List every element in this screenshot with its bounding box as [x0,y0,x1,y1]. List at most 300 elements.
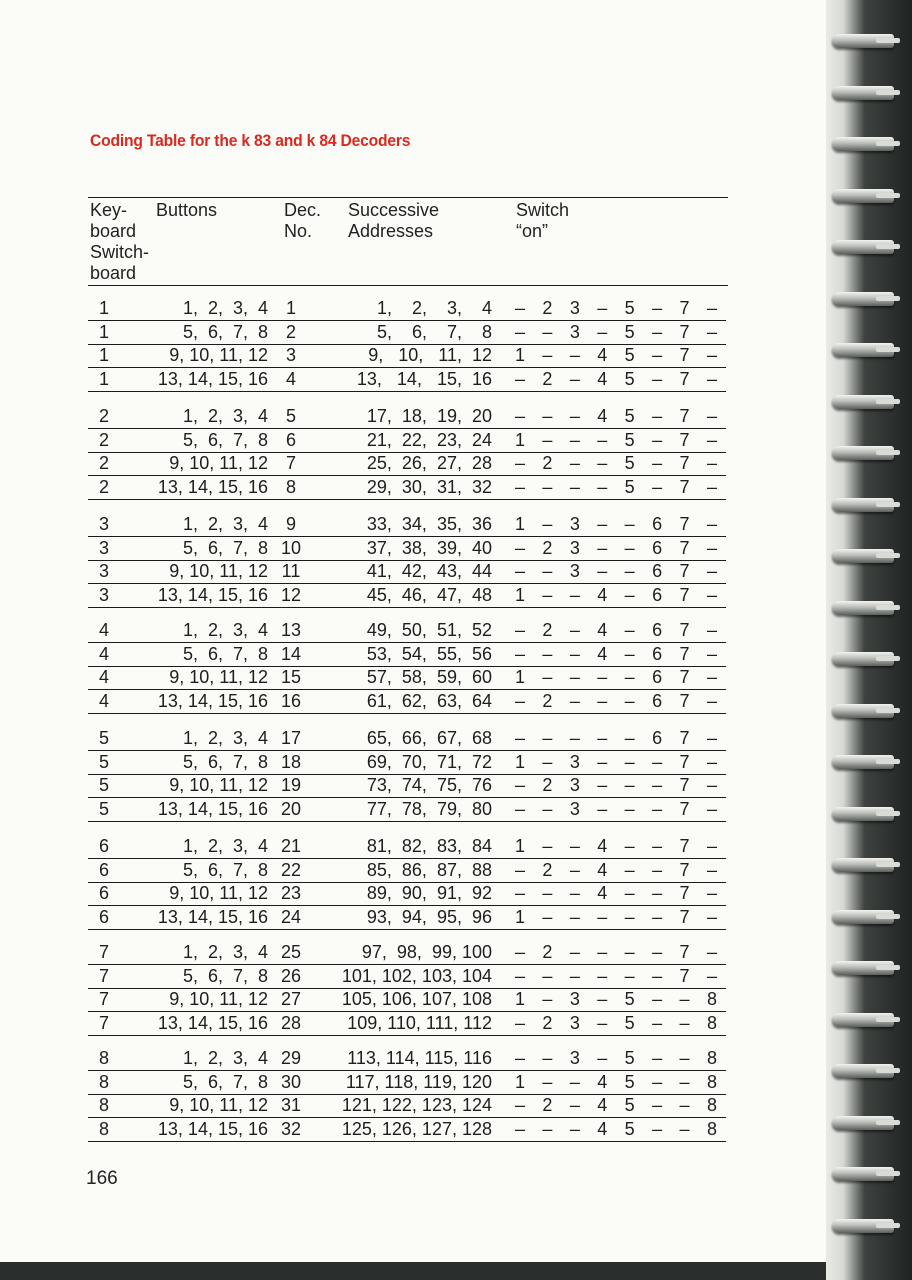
switch-position: – [652,1048,663,1068]
switch-position: 6 [652,561,663,582]
addresses-cell: 13, 14, 15, 16 [356,368,492,389]
switch-position: – [542,836,553,856]
decoder-number-cell: 9 [285,514,296,534]
switch-position: – [679,1012,690,1033]
switch-position: – [652,1118,663,1139]
switch-position: 7 [679,965,690,986]
addresses-cell: 117, 118, 119, 120 [345,1071,492,1092]
switch-position: 2 [542,1095,553,1116]
switch-position: – [706,775,717,796]
switch-position: – [706,584,717,605]
switch-position: 7 [679,620,690,640]
table-row [88,559,726,584]
switch-position: – [569,942,580,962]
switch-cell [510,967,722,985]
switch-position: – [597,728,608,748]
switch-position: – [652,368,663,389]
decoder-number-cell: 4 [285,368,296,389]
buttons-cell: 1, 2, 3, 4 [182,836,268,856]
switch-cell [510,1049,722,1067]
switch-position: 7 [679,368,690,389]
switch-position: – [706,453,717,474]
buttons-cell: 1, 2, 3, 4 [182,1048,268,1068]
switch-position: – [652,345,663,366]
keyboard-cell: 4 [98,667,109,688]
decoder-number-cell: 15 [280,667,302,688]
addresses-cell: 45, 46, 47, 48 [366,584,492,605]
addresses-cell: 65, 66, 67, 68 [366,728,492,748]
switch-position: – [569,643,580,664]
switch-cell [510,478,722,496]
switch-position: – [597,476,608,497]
switch-cell [510,407,722,425]
keyboard-cell: 2 [98,476,109,497]
switch-position: – [706,690,717,711]
switch-position: 2 [542,775,553,796]
switch-position: – [597,989,608,1010]
switch-position: – [706,942,717,962]
switch-position: – [514,798,525,819]
switch-position: 8 [706,1095,717,1116]
table-row [88,773,726,798]
switch-position: – [514,965,525,986]
table-row [88,404,726,429]
page-number: 166 [86,1168,118,1189]
table-row [88,475,726,500]
buttons-cell: 1, 2, 3, 4 [182,942,268,962]
switch-position: – [597,537,608,558]
keyboard-cell: 3 [98,537,109,558]
table-row [88,451,726,476]
buttons-cell: 9, 10, 11, 12 [169,775,268,796]
table-row [88,1093,726,1118]
table-row [88,964,726,989]
addresses-cell: 57, 58, 59, 60 [366,667,492,688]
switch-position: – [514,453,525,474]
switch-position: – [597,965,608,986]
switch-position: – [597,514,608,534]
binding-ring [832,498,894,512]
switch-position: 2 [542,620,553,640]
switch-position: 7 [679,728,690,748]
table-row [88,583,726,608]
switch-cell [510,346,722,364]
switch-position: – [542,965,553,986]
buttons-cell: 13, 14, 15, 16 [157,584,268,605]
switch-position: 8 [706,1071,717,1092]
addresses-cell: 125, 126, 127, 128 [341,1118,492,1139]
switch-position: 6 [652,584,663,605]
table-row [88,320,726,345]
switch-position: – [514,561,525,582]
switch-position: – [652,883,663,904]
buttons-cell: 5, 6, 7, 8 [182,429,268,450]
switch-position: – [624,643,635,664]
switch-position: 6 [652,537,663,558]
switch-position: 2 [542,859,553,880]
header-dec-no: Dec. No. [284,200,322,241]
switch-position: – [597,1048,608,1068]
switch-position: – [679,1118,690,1139]
page-title: Coding Table for the k 83 and k 84 Decoders [90,131,411,150]
switch-position: – [706,965,717,986]
decoder-number-cell: 27 [280,989,302,1010]
switch-position: – [706,321,717,342]
switch-cell [510,1120,722,1138]
binding-ring [832,292,894,306]
switch-position: – [624,561,635,582]
switch-position: 5 [624,368,635,389]
switch-position: – [569,906,580,927]
header-buttons: Buttons [156,200,218,220]
binding-ring [832,858,894,872]
addresses-cell: 21, 22, 23, 24 [366,429,492,450]
switch-position: – [542,476,553,497]
switch-position: – [569,728,580,748]
switch-position: 5 [624,476,635,497]
binding-ring [832,755,894,769]
switch-position: – [542,883,553,904]
switch-position: – [652,836,663,856]
switch-position: – [652,321,663,342]
table-row [88,858,726,883]
switch-position: – [514,476,525,497]
switch-position: – [597,942,608,962]
decoder-number-cell: 6 [285,429,296,450]
switch-position: – [624,690,635,711]
buttons-cell: 1, 2, 3, 4 [182,406,268,426]
switch-position: – [542,989,553,1010]
buttons-cell: 9, 10, 11, 12 [169,345,268,366]
switch-cell [510,539,722,557]
switch-position: 6 [652,643,663,664]
switch-cell [510,370,722,388]
switch-position: 4 [597,859,608,880]
addresses-cell: 89, 90, 91, 92 [366,883,492,904]
switch-position: – [542,561,553,582]
binding-ring [832,240,894,254]
switch-position: 6 [652,514,663,534]
header-addresses: Successive Addresses [348,200,440,241]
decoder-number-cell: 10 [280,537,302,558]
switch-position: – [652,942,663,962]
switch-position: – [652,798,663,819]
switch-position: 1 [514,989,525,1010]
switch-position: – [624,584,635,605]
keyboard-cell: 8 [98,1048,109,1068]
switch-position: – [597,690,608,711]
switch-position: – [706,368,717,389]
switch-position: – [624,728,635,748]
switch-position: 7 [679,476,690,497]
switch-position: – [706,561,717,582]
switch-position: 7 [679,751,690,772]
switch-cell [510,800,722,818]
buttons-cell: 5, 6, 7, 8 [182,965,268,986]
decoder-number-cell: 13 [280,620,302,640]
switch-position: 7 [679,345,690,366]
addresses-cell: 61, 62, 63, 64 [366,690,492,711]
switch-cell [510,729,722,747]
switch-position: – [542,514,553,534]
switch-position: 1 [514,345,525,366]
addresses-cell: 85, 86, 87, 88 [366,859,492,880]
switch-cell [510,562,722,580]
switch-cell [510,323,722,341]
addresses-cell: 113, 114, 115, 116 [347,1048,492,1068]
decoder-number-cell: 23 [280,883,302,904]
keyboard-cell: 1 [98,368,109,389]
decoder-number-cell: 30 [280,1071,302,1092]
switch-position: – [706,476,717,497]
switch-cell [510,586,722,604]
addresses-cell: 97, 98, 99, 100 [361,942,492,962]
switch-position: 7 [679,643,690,664]
switch-position: – [569,620,580,640]
binding-ring [832,549,894,563]
switch-position: – [514,728,525,748]
switch-position: 1 [514,751,525,772]
addresses-cell: 41, 42, 43, 44 [366,561,492,582]
switch-position: 7 [679,584,690,605]
switch-position: 7 [679,942,690,962]
binding-ring [832,1116,894,1130]
decoder-number-cell: 29 [280,1048,302,1068]
switch-position: – [514,620,525,640]
switch-position: 2 [542,1012,553,1033]
switch-position: 3 [569,1012,580,1033]
buttons-cell: 5, 6, 7, 8 [182,1071,268,1092]
decoder-number-cell: 5 [285,406,296,426]
switch-position: – [569,667,580,688]
table-row [88,343,726,368]
keyboard-cell: 7 [98,942,109,962]
switch-position: 5 [624,429,635,450]
buttons-cell: 5, 6, 7, 8 [182,643,268,664]
switch-position: – [679,1095,690,1116]
switch-position: – [652,429,663,450]
switch-cell [510,837,722,855]
switch-position: – [542,643,553,664]
table-row [88,536,726,561]
switch-position: – [706,859,717,880]
switch-position: 3 [569,298,580,318]
switch-position: 3 [569,775,580,796]
switch-position: – [542,406,553,426]
switch-position: – [542,1048,553,1068]
switch-position: 5 [624,1071,635,1092]
switch-position: 8 [706,989,717,1010]
table-row [88,296,726,321]
switch-position: 1 [514,906,525,927]
addresses-cell: 109, 110, 111, 112 [347,1012,492,1033]
switch-position: 7 [679,859,690,880]
decoder-number-cell: 2 [285,321,296,342]
switch-position: 2 [542,453,553,474]
switch-position: – [679,1048,690,1068]
switch-position: – [514,1048,525,1068]
switch-position: – [597,429,608,450]
buttons-cell: 13, 14, 15, 16 [157,476,268,497]
switch-position: 7 [679,298,690,318]
switch-position: – [652,965,663,986]
buttons-cell: 9, 10, 11, 12 [169,561,268,582]
switch-position: – [542,751,553,772]
switch-position: – [569,836,580,856]
switch-position: – [706,728,717,748]
addresses-cell: 5, 6, 7, 8 [376,321,492,342]
buttons-cell: 9, 10, 11, 12 [169,1095,268,1116]
switch-position: – [514,1095,525,1116]
buttons-cell: 13, 14, 15, 16 [157,690,268,711]
addresses-cell: 73, 74, 75, 76 [366,775,492,796]
binding-ring [832,189,894,203]
switch-position: – [624,514,635,534]
switch-position: 1 [514,836,525,856]
switch-position: – [706,537,717,558]
table-row [88,1117,726,1142]
table-row [88,881,726,906]
table-row [88,987,726,1012]
switch-position: – [597,321,608,342]
switch-position: 6 [652,667,663,688]
switch-position: – [624,906,635,927]
switch-cell [510,943,722,961]
switch-cell [510,1073,722,1091]
keyboard-cell: 4 [98,690,109,711]
switch-position: 7 [679,561,690,582]
decoder-number-cell: 8 [285,476,296,497]
switch-position: 3 [569,798,580,819]
switch-position: – [624,942,635,962]
switch-cell [510,990,722,1008]
table-row [88,797,726,822]
switch-position: – [569,584,580,605]
switch-position: – [652,453,663,474]
switch-position: – [542,728,553,748]
keyboard-cell: 3 [98,584,109,605]
switch-cell [510,692,722,710]
switch-cell [510,908,722,926]
switch-position: 6 [652,728,663,748]
buttons-cell: 5, 6, 7, 8 [182,321,268,342]
switch-position: 7 [679,775,690,796]
addresses-cell: 69, 70, 71, 72 [366,751,492,772]
decoder-number-cell: 14 [280,643,302,664]
table-row [88,512,726,537]
table-row [88,1070,726,1095]
switch-position: – [569,345,580,366]
keyboard-cell: 5 [98,775,109,796]
decoder-number-cell: 20 [280,798,302,819]
addresses-cell: 1, 2, 3, 4 [376,298,492,318]
switch-position: – [514,1012,525,1033]
table-row [88,642,726,667]
switch-position: 7 [679,836,690,856]
switch-cell [510,621,722,639]
switch-position: – [569,406,580,426]
switch-position: – [514,368,525,389]
addresses-cell: 33, 34, 35, 36 [366,514,492,534]
switch-position: 7 [679,406,690,426]
switch-position: 7 [679,537,690,558]
binding-ring [832,395,894,409]
switch-position: 3 [569,514,580,534]
addresses-cell: 17, 18, 19, 20 [366,406,492,426]
switch-position: – [652,1012,663,1033]
addresses-cell: 29, 30, 31, 32 [366,476,492,497]
switch-position: 4 [597,584,608,605]
switch-position: – [569,1095,580,1116]
switch-position: 4 [597,1095,608,1116]
decoder-number-cell: 25 [280,942,302,962]
switch-position: 5 [624,321,635,342]
decoder-number-cell: 22 [280,859,302,880]
addresses-cell: 37, 38, 39, 40 [366,537,492,558]
switch-position: – [542,429,553,450]
buttons-cell: 5, 6, 7, 8 [182,859,268,880]
switch-position: – [569,368,580,389]
decoder-number-cell: 17 [280,728,302,748]
table-row [88,940,726,965]
buttons-cell: 9, 10, 11, 12 [169,453,268,474]
switch-position: – [652,298,663,318]
switch-position: – [624,965,635,986]
switch-position: – [542,798,553,819]
switch-position: 7 [679,453,690,474]
switch-position: – [514,406,525,426]
switch-position: 5 [624,1118,635,1139]
switch-position: – [679,989,690,1010]
switch-position: 4 [597,406,608,426]
switch-position: 5 [624,1012,635,1033]
switch-position: – [514,859,525,880]
switch-position: – [624,751,635,772]
keyboard-cell: 2 [98,453,109,474]
switch-position: – [597,798,608,819]
switch-position: – [569,883,580,904]
decoder-number-cell: 26 [280,965,302,986]
addresses-cell: 105, 106, 107, 108 [341,989,492,1010]
addresses-cell: 49, 50, 51, 52 [366,620,492,640]
switch-cell [510,454,722,472]
switch-position: – [514,942,525,962]
table-row [88,750,726,775]
decoder-number-cell: 28 [280,1012,302,1033]
switch-position: 8 [706,1048,717,1068]
switch-position: 1 [514,429,525,450]
switch-position: – [542,1118,553,1139]
switch-position: – [514,690,525,711]
switch-cell [510,776,722,794]
switch-position: – [514,537,525,558]
switch-position: – [597,667,608,688]
addresses-cell: 93, 94, 95, 96 [366,906,492,927]
switch-position: 4 [597,643,608,664]
binding-ring [832,910,894,924]
addresses-cell: 81, 82, 83, 84 [366,836,492,856]
switch-position: 2 [542,298,553,318]
switch-position: 5 [624,1095,635,1116]
switch-position: – [569,453,580,474]
switch-position: – [624,883,635,904]
switch-position: – [597,453,608,474]
buttons-cell: 13, 14, 15, 16 [157,368,268,389]
keyboard-cell: 5 [98,798,109,819]
switch-position: – [514,321,525,342]
switch-position: – [542,345,553,366]
switch-position: 1 [514,514,525,534]
